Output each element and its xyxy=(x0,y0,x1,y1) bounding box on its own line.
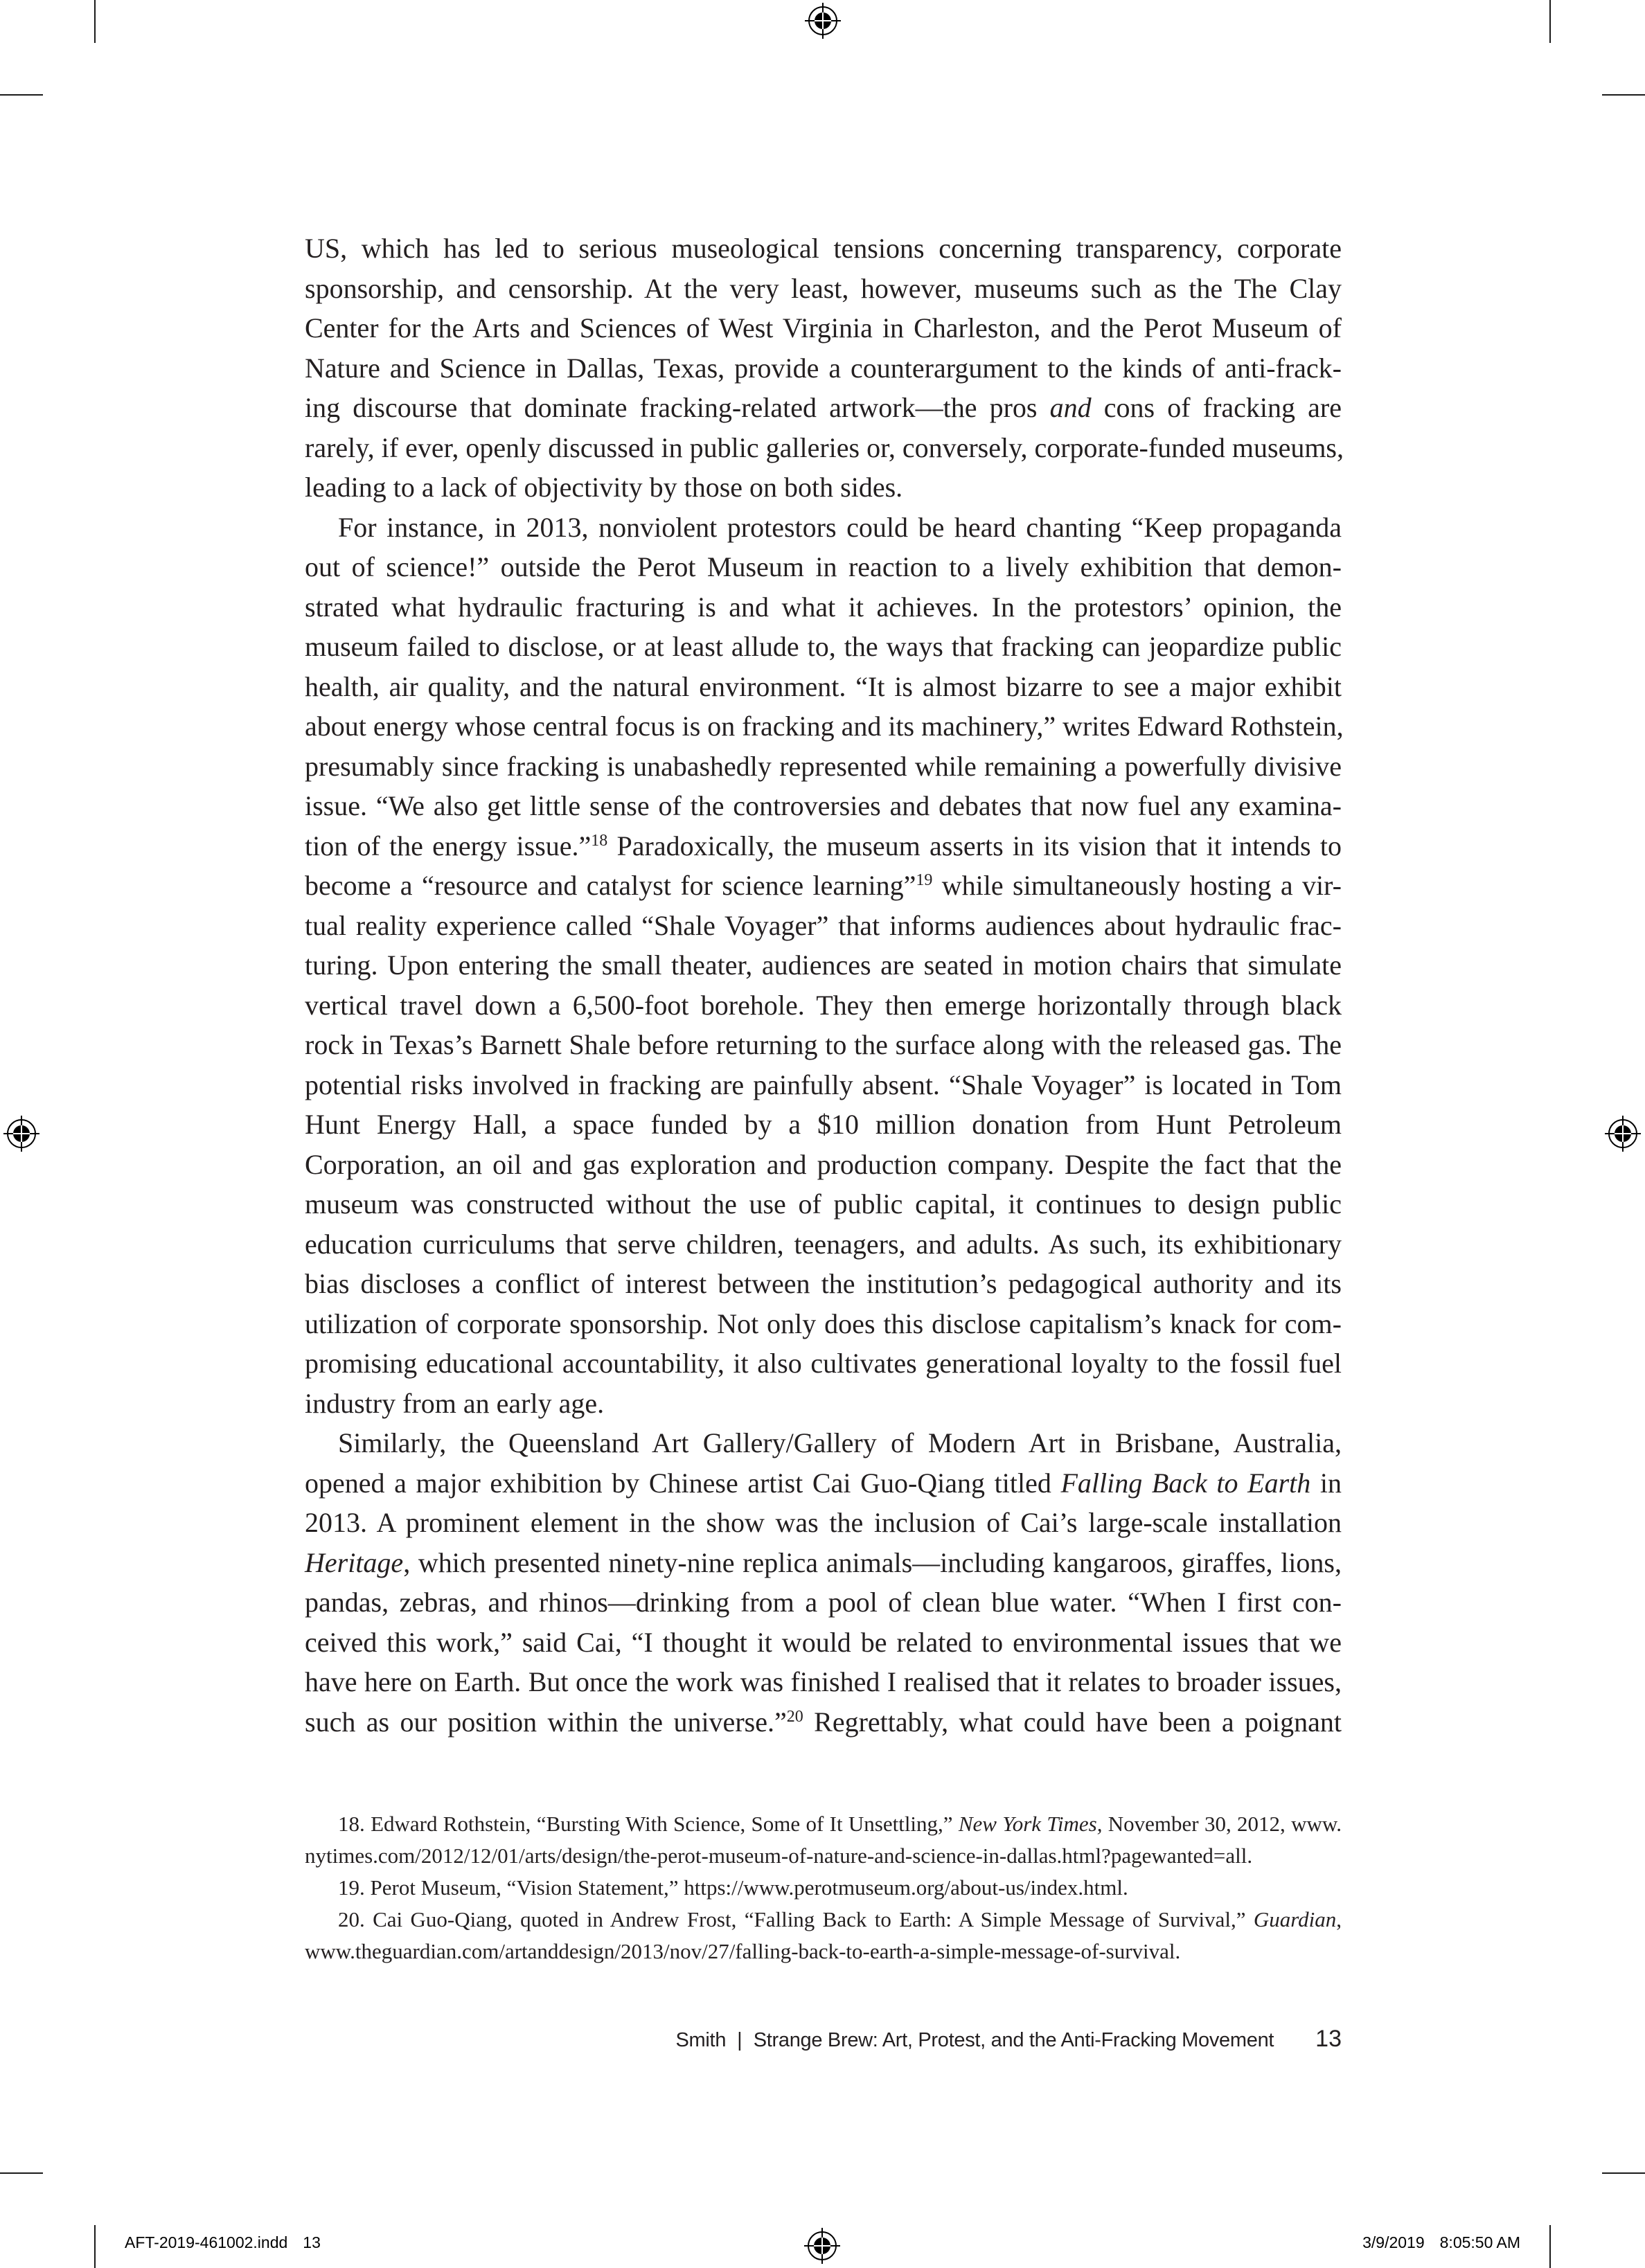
text-run: tion of the energy issue.” xyxy=(305,830,592,861)
body-line xyxy=(305,1267,1342,1301)
body-line xyxy=(305,1586,1342,1619)
text-run: while simultaneously hosting a vir- xyxy=(932,870,1342,901)
registration-target-icon xyxy=(803,2227,841,2265)
body-line xyxy=(305,471,1342,504)
text-run: leading to a lack of objectivity by those on both sides. xyxy=(305,472,903,503)
body-line xyxy=(305,1387,1342,1420)
body-line xyxy=(305,630,1342,663)
running-footer-title: Strange Brew: Art, Protest, and the Anti-Fracking Movement xyxy=(753,2029,1274,2051)
italic-text: and xyxy=(1049,392,1092,423)
body-line xyxy=(305,391,1342,425)
body-line xyxy=(305,1427,1342,1460)
body-line xyxy=(305,989,1342,1022)
crop-mark-bottom-right-horizontal xyxy=(1602,2172,1645,2174)
text-run: 19. Perot Museum, “Vision Statement,” https://www.perotmuseum.org/about-us/index.html. xyxy=(338,1875,1128,1900)
text-run: ceived this work,” said Cai, “I thought it would be related to environmental issues that we xyxy=(305,1626,1342,1658)
text-run: have here on Earth. But once the work was finished I realised that it relates to broader issues, xyxy=(305,1666,1342,1697)
body-line xyxy=(305,909,1342,943)
body-line xyxy=(305,670,1342,704)
footnote-line xyxy=(305,1938,1342,1965)
text-run: 18. Edward Rothstein, “Bursting With Science, Some of It Unsettling,” xyxy=(338,1812,959,1836)
body-line xyxy=(305,431,1342,465)
text-run: museum was constructed without the use of public capital, it continues to design public xyxy=(305,1188,1342,1220)
body-line xyxy=(305,1626,1342,1659)
text-run: presumably since fracking is unabashedly represented while remaining a powerfully divisive xyxy=(305,750,1342,782)
body-line xyxy=(305,869,1342,902)
running-footer-author: Smith xyxy=(675,2029,727,2051)
running-footer xyxy=(610,2026,1342,2053)
footnote-reference: 18 xyxy=(591,831,608,850)
body-line xyxy=(305,1467,1342,1500)
text-run: opened a major exhibition by Chinese artist Cai Guo-Qiang titled xyxy=(305,1467,1061,1499)
body-line xyxy=(305,272,1342,305)
running-footer-separator: | xyxy=(737,2029,743,2051)
text-run: industry from an early age. xyxy=(305,1387,605,1419)
footnote-line xyxy=(305,1810,1342,1838)
body-line xyxy=(305,1307,1342,1341)
text-run: education curriculums that serve children, teenagers, and adults. As such, its exhibitionary xyxy=(305,1228,1342,1260)
text-run: Center for the Arts and Sciences of West Virginia in Charleston, and the Perot Museum of xyxy=(305,312,1342,343)
text-run: Similarly, the Queensland Art Gallery/Gallery of Modern Art in Brisbane, Australia, xyxy=(338,1427,1342,1458)
registration-target-icon xyxy=(3,1115,40,1152)
body-line xyxy=(305,1028,1342,1062)
slug-timestamp xyxy=(1362,2233,1520,2252)
slug-date: 3/9/2019 xyxy=(1362,2233,1425,2251)
body-line xyxy=(305,1546,1342,1580)
text-run: Regrettably, what could have been a poignant xyxy=(803,1706,1342,1738)
body-line xyxy=(305,1347,1342,1380)
text-run: utilization of corporate sponsorship. Not only does this disclose capitalism’s knack for com- xyxy=(305,1307,1342,1339)
footnote-line xyxy=(305,1874,1342,1902)
text-run: turing. Upon entering the small theater, audiences are seated in motion chairs that simulate xyxy=(305,949,1342,981)
body-line xyxy=(305,1148,1342,1181)
slug-page: 13 xyxy=(303,2233,321,2251)
registration-target-icon xyxy=(1604,1115,1642,1152)
text-run: vertical travel down a 6,500-foot borehole. They then emerge horizontally through black xyxy=(305,989,1342,1021)
text-run: out of science!” outside the Perot Museum in reaction to a lively exhibition that demon- xyxy=(305,551,1342,582)
footnote-line xyxy=(305,1842,1342,1870)
crop-mark-bottom-left-horizontal xyxy=(0,2172,43,2174)
body-line xyxy=(305,352,1342,385)
crop-mark-top-right-vertical xyxy=(1549,0,1551,43)
text-run: become a “resource and catalyst for science learning” xyxy=(305,870,916,901)
text-run: rock in Texas’s Barnett Shale before returning to the surface along with the released gas. The xyxy=(305,1029,1342,1060)
body-line xyxy=(305,789,1342,823)
italic-text: New York Times, xyxy=(958,1812,1103,1836)
italic-text: Guardian xyxy=(1253,1907,1337,1931)
body-line xyxy=(305,830,1342,863)
italic-text: Falling Back to Earth xyxy=(1060,1467,1311,1499)
slug-filename: AFT-2019-461002.indd xyxy=(125,2233,288,2251)
text-run: about energy whose central focus is on fracking and its machinery,” writes Edward Rothstein, xyxy=(305,711,1344,742)
body-line xyxy=(305,1108,1342,1141)
text-run: sponsorship, and censorship. At the very least, however, museums such as the The Clay xyxy=(305,272,1342,304)
body-line xyxy=(305,511,1342,544)
body-line xyxy=(305,750,1342,783)
text-run: strated what hydraulic fracturing is and what it achieves. In the protestors’ opinion, the xyxy=(305,591,1342,623)
text-run: Nature and Science in Dallas, Texas, provide a counterargument to the kinds of anti-frack- xyxy=(305,352,1342,384)
text-run: tual reality experience called “Shale Voyager” that informs audiences about hydraulic frac- xyxy=(305,909,1342,941)
body-line xyxy=(305,232,1342,265)
text-run: pandas, zebras, and rhinos—drinking from a pool of clean blue water. “When I first con- xyxy=(305,1587,1342,1618)
text-run: Paradoxically, the museum asserts in its vision that it intends to xyxy=(607,830,1342,861)
body-line xyxy=(305,1228,1342,1261)
crop-mark-bottom-right-vertical xyxy=(1549,2225,1551,2268)
body-line xyxy=(305,710,1342,743)
text-run: museum failed to disclose, or at least allude to, the ways that fracking can jeopardize public xyxy=(305,631,1342,662)
registration-target-icon xyxy=(804,2,842,39)
text-run: 20. Cai Guo-Qiang, quoted in Andrew Frost, “Falling Back to Earth: A Simple Message of Survival,” xyxy=(338,1907,1254,1931)
text-run: such as our position within the universe.” xyxy=(305,1706,787,1738)
crop-mark-top-right-horizontal xyxy=(1602,94,1645,96)
text-run: For instance, in 2013, nonviolent protestors could be heard chanting “Keep propaganda xyxy=(338,511,1342,543)
body-line xyxy=(305,312,1342,345)
crop-mark-top-left-vertical xyxy=(94,0,96,43)
body-line xyxy=(305,591,1342,624)
slug-time: 8:05:50 AM xyxy=(1439,2233,1520,2251)
footnote-reference: 20 xyxy=(786,1707,803,1726)
footnote-reference: 19 xyxy=(916,871,933,889)
text-run: Hunt Energy Hall, a space funded by a $10 million donation from Hunt Petroleum xyxy=(305,1109,1342,1140)
text-run: rarely, if ever, openly discussed in public galleries or, conversely, corporate-funded museums, xyxy=(305,431,1344,463)
text-run: , xyxy=(1336,1907,1342,1931)
text-run: issue. “We also get little sense of the controversies and debates that now fuel any examina- xyxy=(305,790,1342,821)
text-run: promising educational accountability, it also cultivates generational loyalty to the fossil fuel xyxy=(305,1348,1342,1379)
text-run: in xyxy=(1310,1467,1342,1499)
body-line xyxy=(305,1069,1342,1102)
page-number: 13 xyxy=(1315,2026,1342,2052)
body-line xyxy=(305,1506,1342,1539)
crop-mark-bottom-left-vertical xyxy=(94,2225,96,2268)
body-line xyxy=(305,1666,1342,1699)
body-line xyxy=(305,1188,1342,1221)
text-run: November 30, 2012, www. xyxy=(1102,1812,1342,1836)
text-run: health, air quality, and the natural environment. “It is almost bizarre to see a major exhibit xyxy=(305,670,1342,702)
crop-mark-top-left-horizontal xyxy=(0,94,43,96)
text-run: US, which has led to serious museological tensions concerning transparency, corporate xyxy=(305,233,1342,264)
text-run: bias discloses a conflict of interest between the institution’s pedagogical authority and its xyxy=(305,1268,1342,1299)
text-run: , which presented ninety-nine replica animals—including kangaroos, giraffes, lions, xyxy=(403,1546,1342,1578)
text-run: potential risks involved in fracking are painfully absent. “Shale Voyager” is located in Tom xyxy=(305,1069,1342,1100)
text-run: 2013. A prominent element in the show was the inclusion of Cai’s large-scale installation xyxy=(305,1507,1342,1538)
italic-text: Heritage xyxy=(305,1546,404,1578)
body-line xyxy=(305,551,1342,584)
text-run: Corporation, an oil and gas exploration and production company. Despite the fact that the xyxy=(305,1148,1342,1180)
text-run: nytimes.com/2012/12/01/arts/design/the-perot-museum-of-nature-and-science-in-dallas.html?pagewanted=all. xyxy=(305,1843,1253,1868)
text-run: cons of fracking are xyxy=(1091,392,1342,423)
slug-file-info xyxy=(125,2233,321,2252)
footnote-line xyxy=(305,1906,1342,1934)
text-run: ing discourse that dominate fracking-related artwork—the pros xyxy=(305,392,1050,423)
text-run: www.theguardian.com/artanddesign/2013/nov/27/falling-back-to-earth-a-simple-message-of-survival. xyxy=(305,1939,1181,1963)
body-line xyxy=(305,949,1342,982)
body-line xyxy=(305,1706,1342,1739)
